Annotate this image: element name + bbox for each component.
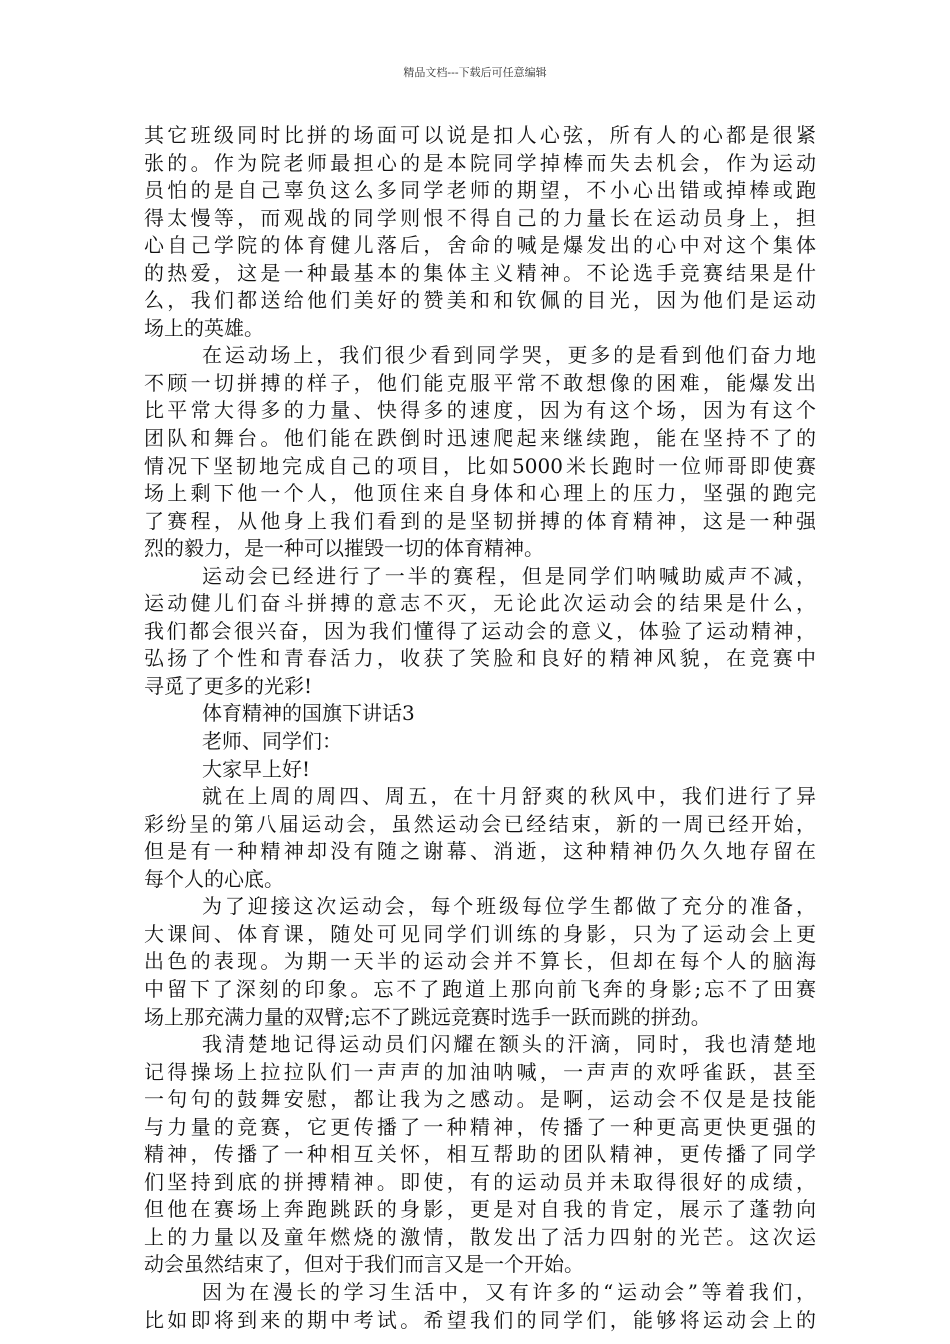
page-header: 精品文档---下载后可任意编辑 <box>403 66 547 79</box>
salutation: 老师、同学们： <box>202 729 342 754</box>
text-line: 但是有一种精神却没有随之谢幕、消逝，这种精神仍久久地存留在 <box>144 839 816 864</box>
greeting: 大家早上好! <box>202 756 311 781</box>
text-line: 张的。作为院老师最担心的是本院同学掉棒而失去机会，作为运动 <box>144 150 816 175</box>
text-line: 我清楚地记得运动员们闪耀在额头的汗滴，同时，我也清楚地 <box>202 1032 816 1057</box>
text-line: 得太慢等，而观战的同学则恨不得自己的力量长在运动员身上，担 <box>144 205 816 230</box>
text-line: 员怕的是自己辜负这么多同学老师的期望，不小心出错或掉棒或跑 <box>144 178 816 203</box>
text-line: 么，我们都送给他们美好的赞美和和钦佩的目光，因为他们是运动 <box>144 288 816 313</box>
text-line: 每个人的心底。 <box>144 866 284 891</box>
text-line: 烈的毅力，是一种可以摧毁一切的体育精神。 <box>144 536 544 561</box>
text-line: 中留下了深刻的印象。忘不了跑道上那向前飞奔的身影;忘不了田赛 <box>144 976 816 1001</box>
text-line: 与力量的竞赛，它更传播了一种精神，传播了一种更高更快更强的 <box>144 1114 816 1139</box>
text-line: 上的力量以及童年燃烧的激情，散发出了活力四射的光芒。这次运 <box>144 1224 816 1249</box>
text-line: 一句句的鼓舞安慰，都让我为之感动。是啊，运动会不仅是是技能 <box>144 1087 816 1112</box>
text-line: 弘扬了个性和青春活力，收获了笑脸和良好的精神风貌，在竞赛中 <box>144 646 816 671</box>
text-line: 就在上周的周四、周五，在十月舒爽的秋风中，我们进行了异 <box>202 784 816 809</box>
text-line: 运动会已经进行了一半的赛程，但是同学们呐喊助威声不减， <box>202 563 816 588</box>
text-line: 团队和舞台。他们能在跌倒时迅速爬起来继续跑，能在坚持不了的 <box>144 426 816 451</box>
text-line: 为了迎接这次运动会，每个班级每位学生都做了充分的准备， <box>202 894 816 919</box>
text-line: 大课间、体育课，随处可见同学们训练的身影，只为了运动会上更 <box>144 921 816 946</box>
text-line: 记得操场上拉拉队们一声声的加油呐喊，一声声的欢呼雀跃，甚至 <box>144 1059 816 1084</box>
text-line: 我们都会很兴奋，因为我们懂得了运动会的意义，体验了运动精神， <box>144 618 816 643</box>
text-line: 因为在漫长的学习生活中，又有许多的“运动会”等着我们， <box>202 1279 816 1304</box>
text-line: 心自己学院的体育健儿落后，舍命的喊是爆发出的心中对这个集体 <box>144 233 816 258</box>
text-line: 场上那充满力量的双臂;忘不了跳远竞赛时选手一跃而跳的拼劲。 <box>144 1004 711 1029</box>
text-line: 精神，传播了一种相互关怀，相互帮助的团队精神，更传播了同学 <box>144 1142 816 1167</box>
text-line: 情况下坚韧地完成自己的项目，比如5000米长跑时一位师哥即使赛 <box>144 453 816 478</box>
text-line: 了赛程，从他身上我们看到的是坚韧拼搏的体育精神，这是一种强 <box>144 508 816 533</box>
text-line: 运动健儿们奋斗拼搏的意志不灭，无论此次运动会的结果是什么， <box>144 591 816 616</box>
text-line: 不顾一切拼搏的样子，他们能克服平常不敢想像的困难，能爆发出 <box>144 370 816 395</box>
text-line: 但他在赛场上奔跑跳跃的身影，更是对自我的肯定，展示了蓬勃向 <box>144 1197 816 1222</box>
text-line: 场上剩下他一个人，他顶住来自身体和心理上的压力，坚强的跑完 <box>144 481 816 506</box>
text-line: 在运动场上，我们很少看到同学哭，更多的是看到他们奋力地 <box>202 343 816 368</box>
text-line: 动会虽然结束了，但对于我们而言又是一个开始。 <box>144 1252 584 1277</box>
text-line: 比如即将到来的期中考试。希望我们的同学们，能够将运动会上的 <box>144 1307 816 1332</box>
text-line: 们坚持到底的拼搏精神。即使，有的运动员并未取得很好的成绩， <box>144 1169 816 1194</box>
section-title: 体育精神的国旗下讲话3 <box>202 701 415 726</box>
text-line: 出色的表现。为期一天半的运动会并不算长，但却在每个人的脑海 <box>144 949 816 974</box>
text-line: 彩纷呈的第八届运动会，虽然运动会已经结束，新的一周已经开始， <box>144 811 816 836</box>
document-body <box>144 122 816 1334</box>
text-line: 寻觅了更多的光彩! <box>144 673 313 698</box>
text-line: 其它班级同时比拼的场面可以说是扣人心弦，所有人的心都是很紧 <box>144 123 816 147</box>
text-line: 场上的英雄。 <box>144 315 264 340</box>
text-line: 比平常大得多的力量、快得多的速度，因为有这个场，因为有这个 <box>144 398 816 423</box>
text-line: 的热爱，这是一种最基本的集体主义精神。不论选手竞赛结果是什 <box>144 260 816 285</box>
